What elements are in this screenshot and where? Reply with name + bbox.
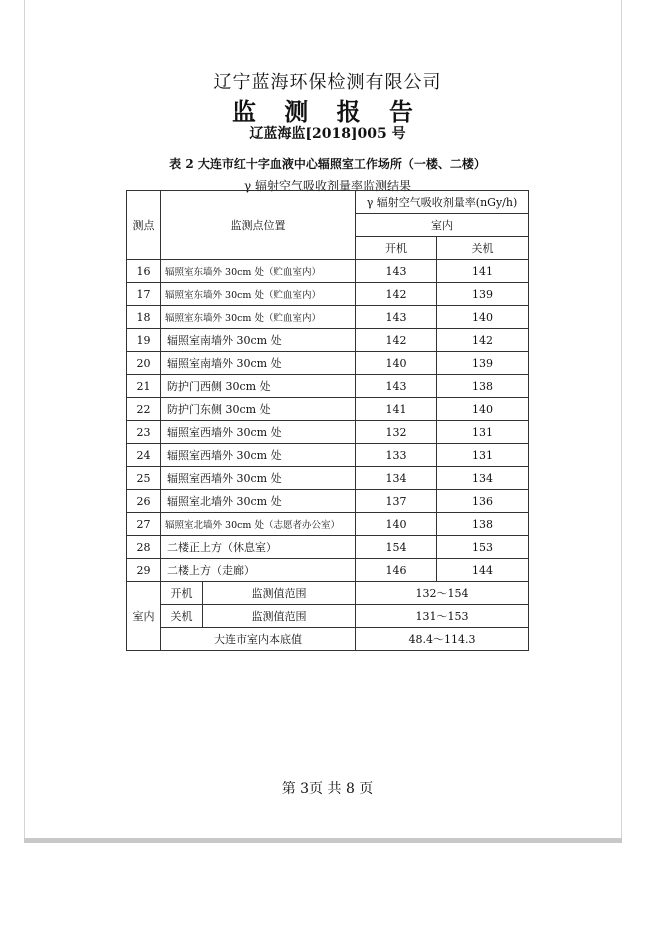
summary-background-range: 48.4～114.3: [356, 628, 529, 651]
row-on-value: 140: [356, 513, 437, 536]
row-location: 辐照室北墙外 30cm 处: [161, 490, 356, 513]
table-subcaption: γ 辐射空气吸收剂量率监测结果: [244, 179, 411, 193]
row-point: 20: [127, 352, 161, 375]
row-on-value: 142: [356, 283, 437, 306]
page-shadow: [24, 838, 622, 843]
row-off-value: 144: [437, 559, 529, 582]
table-row: [127, 375, 529, 398]
row-point: 25: [127, 467, 161, 490]
row-on-value: 154: [356, 536, 437, 559]
row-point: 18: [127, 306, 161, 329]
row-location: 辐照室南墙外 30cm 处: [161, 352, 356, 375]
row-location: 二楼上方（走廊）: [161, 559, 356, 582]
table-row: [127, 536, 529, 559]
header-row: [127, 191, 529, 214]
row-off-value: 141: [437, 260, 529, 283]
row-on-value: 142: [356, 329, 437, 352]
summary-row: [127, 605, 529, 628]
table-row: [127, 421, 529, 444]
summary-range-label: 监测值范围: [203, 605, 356, 628]
page-number: 第 3页 共 8 页: [281, 781, 374, 797]
row-location: 辐照室西墙外 30cm 处: [161, 421, 356, 444]
row-location: 辐照室东墙外 30cm 处（贮血室内）: [161, 283, 356, 306]
table-row: [127, 352, 529, 375]
row-off-value: 131: [437, 444, 529, 467]
summary-on-range: 132～154: [356, 582, 529, 605]
table-row: [127, 559, 529, 582]
row-location: 辐照室南墙外 30cm 处: [161, 329, 356, 352]
row-point: 22: [127, 398, 161, 421]
row-point: 26: [127, 490, 161, 513]
summary-row: [127, 582, 529, 605]
header-off: 关机: [437, 237, 529, 260]
summary-on-label: 开机: [161, 582, 203, 605]
company-name: 辽宁蓝海环保检测有限公司: [213, 72, 442, 93]
row-off-value: 140: [437, 306, 529, 329]
row-on-value: 134: [356, 467, 437, 490]
row-on-value: 146: [356, 559, 437, 582]
row-on-value: 132: [356, 421, 437, 444]
row-location: 辐照室东墙外 30cm 处（贮血室内）: [161, 306, 356, 329]
row-off-value: 153: [437, 536, 529, 559]
header-rate: γ 辐射空气吸收剂量率(nGy/h): [356, 191, 529, 214]
table-row: [127, 513, 529, 536]
row-location: 二楼正上方（休息室）: [161, 536, 356, 559]
row-point: 16: [127, 260, 161, 283]
row-point: 28: [127, 536, 161, 559]
header-location: 监测点位置: [161, 191, 356, 260]
table-row: [127, 398, 529, 421]
row-on-value: 133: [356, 444, 437, 467]
row-point: 21: [127, 375, 161, 398]
results-table: [126, 190, 529, 651]
row-on-value: 141: [356, 398, 437, 421]
row-location: 防护门东侧 30cm 处: [161, 398, 356, 421]
row-off-value: 142: [437, 329, 529, 352]
row-off-value: 139: [437, 352, 529, 375]
row-on-value: 143: [356, 375, 437, 398]
row-location: 辐照室西墙外 30cm 处: [161, 444, 356, 467]
header-point: 测点: [127, 191, 161, 260]
table-row: [127, 467, 529, 490]
table-row: [127, 444, 529, 467]
table-row: [127, 306, 529, 329]
table-row: [127, 260, 529, 283]
row-off-value: 138: [437, 375, 529, 398]
row-off-value: 131: [437, 421, 529, 444]
row-point: 27: [127, 513, 161, 536]
row-off-value: 140: [437, 398, 529, 421]
table-row: [127, 329, 529, 352]
row-location: 防护门西侧 30cm 处: [161, 375, 356, 398]
summary-group-label: 室内: [127, 582, 161, 651]
row-point: 24: [127, 444, 161, 467]
row-off-value: 139: [437, 283, 529, 306]
row-point: 17: [127, 283, 161, 306]
summary-background-label: 大连市室内本底值: [161, 628, 356, 651]
row-point: 19: [127, 329, 161, 352]
row-on-value: 137: [356, 490, 437, 513]
table-caption: 表 2 大连市红十字血液中心辐照室工作场所（一楼、二楼）: [169, 157, 486, 171]
row-location: 辐照室北墙外 30cm 处（志愿者办公室）: [161, 513, 356, 536]
header-indoor: 室内: [356, 214, 529, 237]
row-point: 23: [127, 421, 161, 444]
row-on-value: 143: [356, 306, 437, 329]
row-off-value: 136: [437, 490, 529, 513]
row-on-value: 140: [356, 352, 437, 375]
summary-row: [127, 628, 529, 651]
row-location: 辐照室西墙外 30cm 处: [161, 467, 356, 490]
table-row: [127, 490, 529, 513]
summary-off-range: 131～153: [356, 605, 529, 628]
summary-range-label: 监测值范围: [203, 582, 356, 605]
row-on-value: 143: [356, 260, 437, 283]
report-title: 监 测 报 告: [231, 97, 424, 126]
summary-off-label: 关机: [161, 605, 203, 628]
table-row: [127, 283, 529, 306]
row-off-value: 138: [437, 513, 529, 536]
row-location: 辐照室东墙外 30cm 处（贮血室内）: [161, 260, 356, 283]
header-on: 开机: [356, 237, 437, 260]
row-off-value: 134: [437, 467, 529, 490]
report-number: 辽蓝海监[2018]005 号: [249, 126, 406, 142]
row-point: 29: [127, 559, 161, 582]
